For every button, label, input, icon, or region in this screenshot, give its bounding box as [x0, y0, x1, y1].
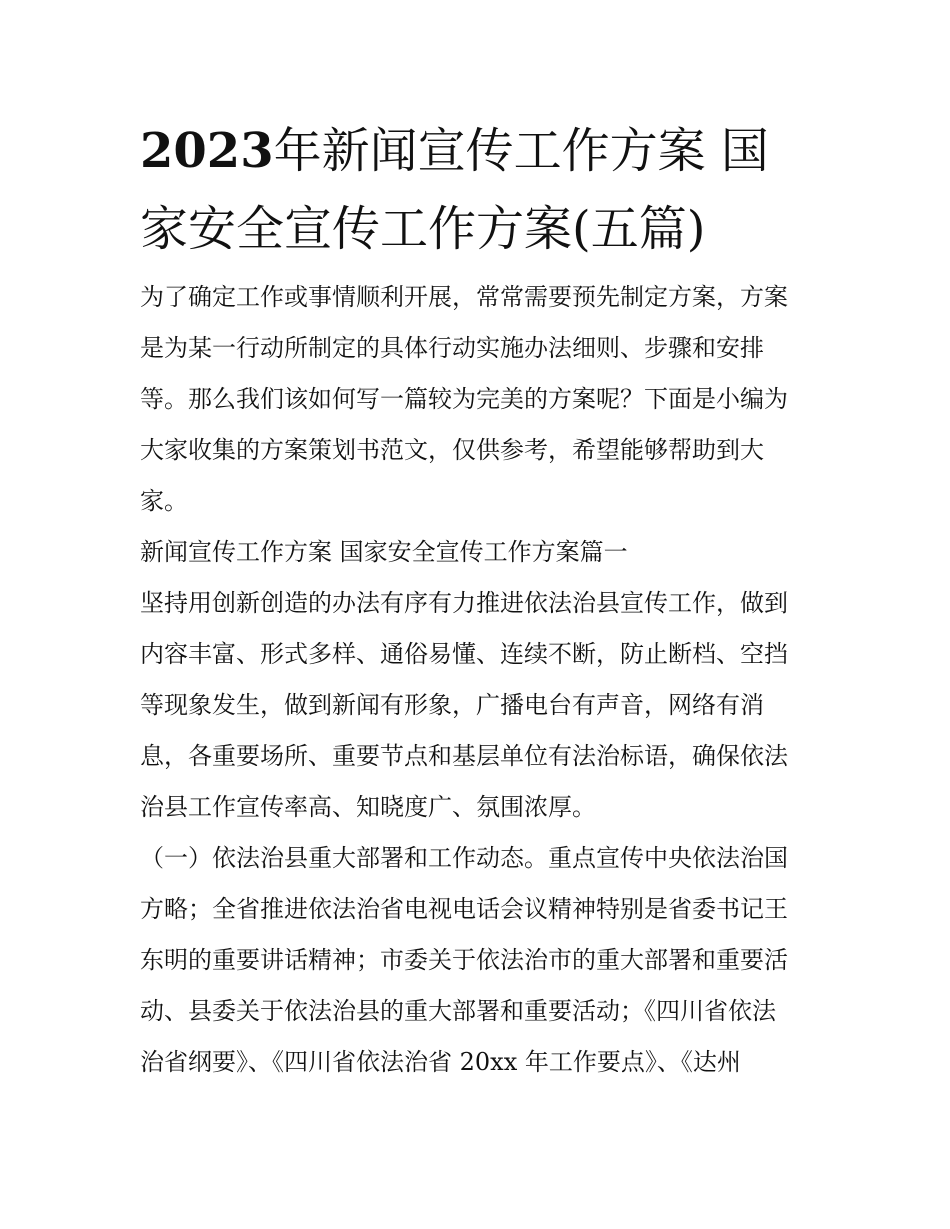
- body-line: 为了确定工作或事情顺利开展，常常需要预先制定方案，方案: [140, 283, 788, 311]
- body-line: 动、县委关于依法治县的重大部署和重要活动；《四川省依法: [140, 997, 776, 1025]
- title-line-1: [140, 112, 820, 190]
- document-body: [140, 272, 820, 1088]
- body-line: 坚持用创新创造的办法有序有力推进依法治县宣传工作，做到: [140, 589, 788, 617]
- section-heading: 新闻宣传工作方案 国家安全宣传工作方案篇一: [140, 538, 628, 566]
- body-line: 等。那么我们该如何写一篇较为完美的方案呢？下面是小编为: [140, 385, 788, 413]
- body-line: 是为某一行动所制定的具体行动实施办法细则、步骤和安排: [140, 334, 764, 362]
- title-line-1-text: 年新闻宣传工作方案 国: [273, 123, 769, 179]
- body-line: 息，各重要场所、重要节点和基层单位有法治标语，确保依法: [140, 742, 788, 770]
- body-line: 治县工作宣传率高、知晓度广、氛围浓厚。: [140, 793, 596, 821]
- document-title: [140, 112, 820, 268]
- body-line: 大家收集的方案策划书范文，仅供参考，希望能够帮助到大: [140, 436, 764, 464]
- body-line: 方略；全省推进依法治省电视电话会议精神特别是省委书记王: [140, 895, 788, 923]
- body-line: 家。: [140, 487, 188, 515]
- body-line: 治省纲要》、《四川省依法治省 20xx 年工作要点》、《达州: [140, 1048, 741, 1076]
- title-year: 2023: [140, 123, 274, 179]
- body-line: （一）依法治县重大部署和工作动态。重点宣传中央依法治国: [140, 844, 788, 872]
- body-line: 内容丰富、形式多样、通俗易懂、连续不断，防止断档、空挡: [140, 640, 788, 668]
- body-line: 东明的重要讲话精神；市委关于依法治市的重大部署和重要活: [140, 946, 788, 974]
- title-line-2: 家安全宣传工作方案(五篇): [140, 201, 706, 257]
- body-line: 等现象发生，做到新闻有形象，广播电台有声音，网络有消: [140, 691, 764, 719]
